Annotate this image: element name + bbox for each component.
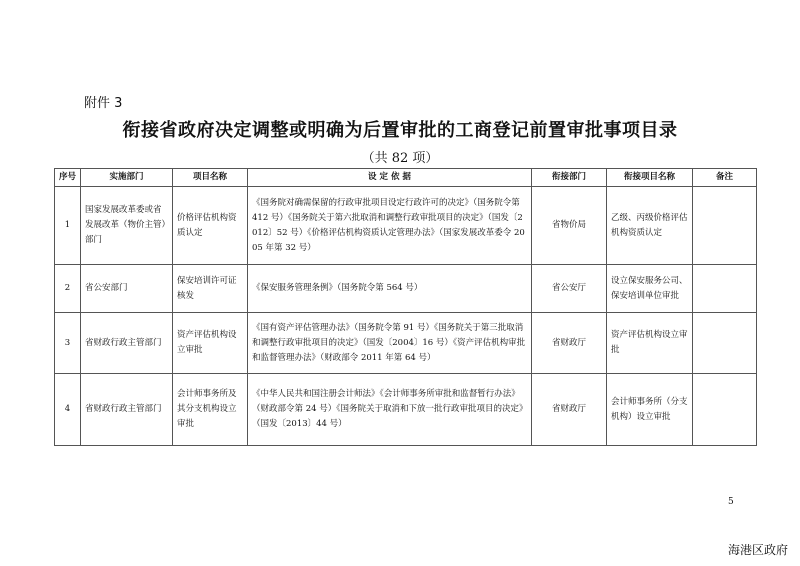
document-title: 衔接省政府决定调整或明确为后置审批的工商登记前置审批事项目录 [122,120,678,141]
item-count-subtitle: （共 82 项） [361,151,439,166]
row-basis: 《国有资产评估管理办法》（国务院令第 91 号）《国务院关于第三批取消和调整行政审批项目的决定》（国发〔2004〕16 号）《资产评估机构审批和监督管理办法》（财政部令 2011 年第 64 号） [248,313,532,374]
table-row [55,187,757,265]
page-number: 5 [728,497,734,507]
table-row [55,265,757,313]
row-num: 1 [55,187,81,265]
row-link-dept: 省公安厅 [532,265,607,313]
row-num: 3 [55,313,81,374]
row-link-dept: 省物价局 [532,187,607,265]
watermark-text: 海港区政府 [727,543,788,557]
table-header-row [55,169,757,187]
header-link-dept: 衔接部门 [532,169,607,187]
attachment-label: 附件 3 [84,96,123,111]
header-dept: 实施部门 [81,169,173,187]
row-note [693,374,757,446]
row-link-item: 资产评估机构设立审批 [607,313,693,374]
row-note [693,313,757,374]
row-num: 2 [55,265,81,313]
row-item: 资产评估机构设立审批 [173,313,248,374]
header-note: 备注 [693,169,757,187]
approval-items-table [54,168,757,446]
row-item: 价格评估机构资质认定 [173,187,248,265]
row-link-dept: 省财政厅 [532,313,607,374]
row-item: 会计师事务所及其分支机构设立审批 [173,374,248,446]
row-note [693,187,757,265]
row-num: 4 [55,374,81,446]
row-dept: 国家发展改革委或省发展改革（物价主管）部门 [81,187,173,265]
row-link-dept: 省财政厅 [532,374,607,446]
table-row [55,313,757,374]
row-dept: 省财政行政主管部门 [81,313,173,374]
row-link-item: 乙级、丙级价格评估机构资质认定 [607,187,693,265]
row-dept: 省财政行政主管部门 [81,374,173,446]
row-item: 保安培训许可证核发 [173,265,248,313]
row-basis: 《国务院对确需保留的行政审批项目设定行政许可的决定》（国务院令第 412 号）《国务院关于第六批取消和调整行政审批项目的决定》（国发〔2012〕52 号）《价格评估机构资质认定管理办法》（国家发展改革委令 2005 年第 32 号） [248,187,532,265]
row-link-item: 会计师事务所（分支机构）设立审批 [607,374,693,446]
header-num: 序号 [55,169,81,187]
header-link-item: 衔接项目名称 [607,169,693,187]
row-note [693,265,757,313]
header-item: 项目名称 [173,169,248,187]
header-basis: 设 定 依 据 [248,169,532,187]
row-basis: 《保安服务管理条例》（国务院令第 564 号） [248,265,532,313]
row-link-item: 设立保安服务公司、保安培训单位审批 [607,265,693,313]
row-basis: 《中华人民共和国注册会计师法》《会计师事务所审批和监督暂行办法》（财政部令第 24 号）《国务院关于取消和下放一批行政审批项目的决定》（国发〔2013〕44 号） [248,374,532,446]
table-row [55,374,757,446]
row-dept: 省公安部门 [81,265,173,313]
